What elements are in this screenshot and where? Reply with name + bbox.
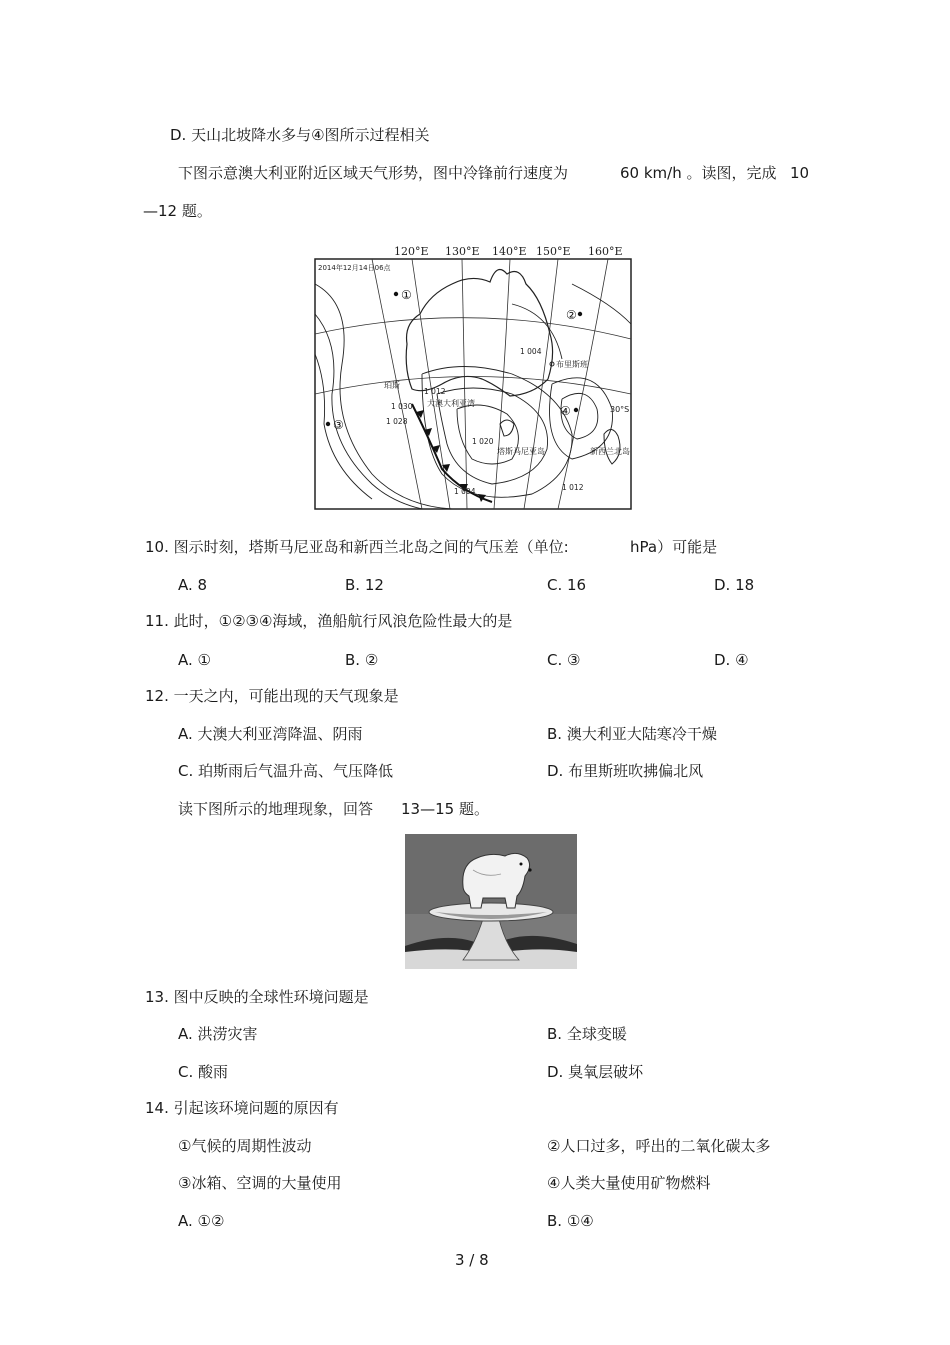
lon-label: 150°E <box>536 245 571 258</box>
place-great-australian-bight: 大澳大利亚湾 <box>427 399 475 408</box>
lon-label: 160°E <box>588 245 623 258</box>
question-13: 13. 图中反映的全球性环境问题是 <box>145 988 369 1006</box>
place-brisbane: 布里斯班 <box>556 360 588 369</box>
q14-item-3: ③冰箱、空调的大量使用 <box>178 1174 342 1192</box>
option-d-previous: D. 天山北坡降水多与④图所示过程相关 <box>170 126 430 144</box>
question-11: 11. 此时，①②③④海域，渔船航行风浪危险性最大的是 <box>145 612 513 630</box>
place-perth: 珀斯 <box>384 381 400 390</box>
q11-option-c: C. ③ <box>547 651 581 669</box>
q13-option-a: A. 洪涝灾害 <box>178 1025 258 1043</box>
q13-option-d: D. 臭氧层破坏 <box>547 1063 644 1081</box>
q11-option-a: A. ① <box>178 651 211 669</box>
place-new-zealand-north: 新西兰北岛 <box>590 447 630 456</box>
question-10-unit: hPa）可能是 <box>630 538 718 556</box>
q12-option-c: C. 珀斯雨后气温升高、气压降低 <box>178 762 394 780</box>
lon-label: 140°E <box>492 245 527 258</box>
lon-label: 120°E <box>394 245 429 258</box>
page-number: 3 / 8 <box>455 1251 489 1269</box>
question-14: 14. 引起该环境问题的原因有 <box>145 1099 339 1117</box>
intro-speed: 60 km/h 。读图，完成 <box>620 164 777 182</box>
question-12: 12. 一天之内，可能出现的天气现象是 <box>145 687 399 705</box>
intro2-range: 13—15 题。 <box>401 800 489 818</box>
isobar-label: 1 028 <box>386 417 408 426</box>
q14-item-2: ②人口过多，呼出的二氧化碳太多 <box>547 1137 771 1155</box>
intro-range-start: 10 <box>790 164 810 182</box>
marker-3: ③ <box>333 418 344 432</box>
marker-2: ② <box>566 308 577 322</box>
marker-1: ① <box>401 288 412 302</box>
lat-label: 30°S <box>610 405 630 414</box>
q10-option-b: B. 12 <box>345 576 384 594</box>
map-date-label: 2014年12月14日06点 <box>318 264 391 272</box>
isobar-label: 1 012 <box>562 483 584 492</box>
q14-item-1: ①气候的周期性波动 <box>178 1137 312 1155</box>
q11-option-b: B. ② <box>345 651 379 669</box>
isobar-label: 1 012 <box>424 387 446 396</box>
weather-map <box>312 244 634 512</box>
isobar-label: 1 004 <box>454 487 476 496</box>
q13-option-b: B. 全球变暖 <box>547 1025 627 1043</box>
q14-option-b: B. ①④ <box>547 1212 594 1230</box>
intro-text: 下图示意澳大利亚附近区域天气形势，图中冷锋前行速度为 <box>178 164 569 182</box>
intro2-text: 读下图所示的地理现象，回答 <box>178 800 374 818</box>
q14-item-4: ④人类大量使用矿物燃料 <box>547 1174 711 1192</box>
isobar-label: 1 004 <box>520 347 542 356</box>
q12-option-d: D. 布里斯班吹拂偏北风 <box>547 762 704 780</box>
lon-label: 130°E <box>445 245 480 258</box>
place-tasmania: 塔斯马尼亚岛 <box>497 447 545 456</box>
q12-option-a: A. 大澳大利亚湾降温、阴雨 <box>178 725 363 743</box>
q14-option-a: A. ①② <box>178 1212 225 1230</box>
polar-bear-illustration <box>405 834 577 969</box>
isobar-label: 1 020 <box>472 437 494 446</box>
intro-range-end: —12 题。 <box>143 202 212 220</box>
q10-option-c: C. 16 <box>547 576 587 594</box>
question-10: 10. 图示时刻，塔斯马尼亚岛和新西兰北岛之间的气压差（单位: <box>145 538 569 556</box>
q13-option-c: C. 酸雨 <box>178 1063 229 1081</box>
q10-option-a: A. 8 <box>178 576 208 594</box>
isobar-label: 1 030 <box>391 402 413 411</box>
q12-option-b: B. 澳大利亚大陆寒冷干燥 <box>547 725 717 743</box>
q10-option-d: D. 18 <box>714 576 755 594</box>
q11-option-d: D. ④ <box>714 651 749 669</box>
marker-4: ④ <box>560 404 571 418</box>
